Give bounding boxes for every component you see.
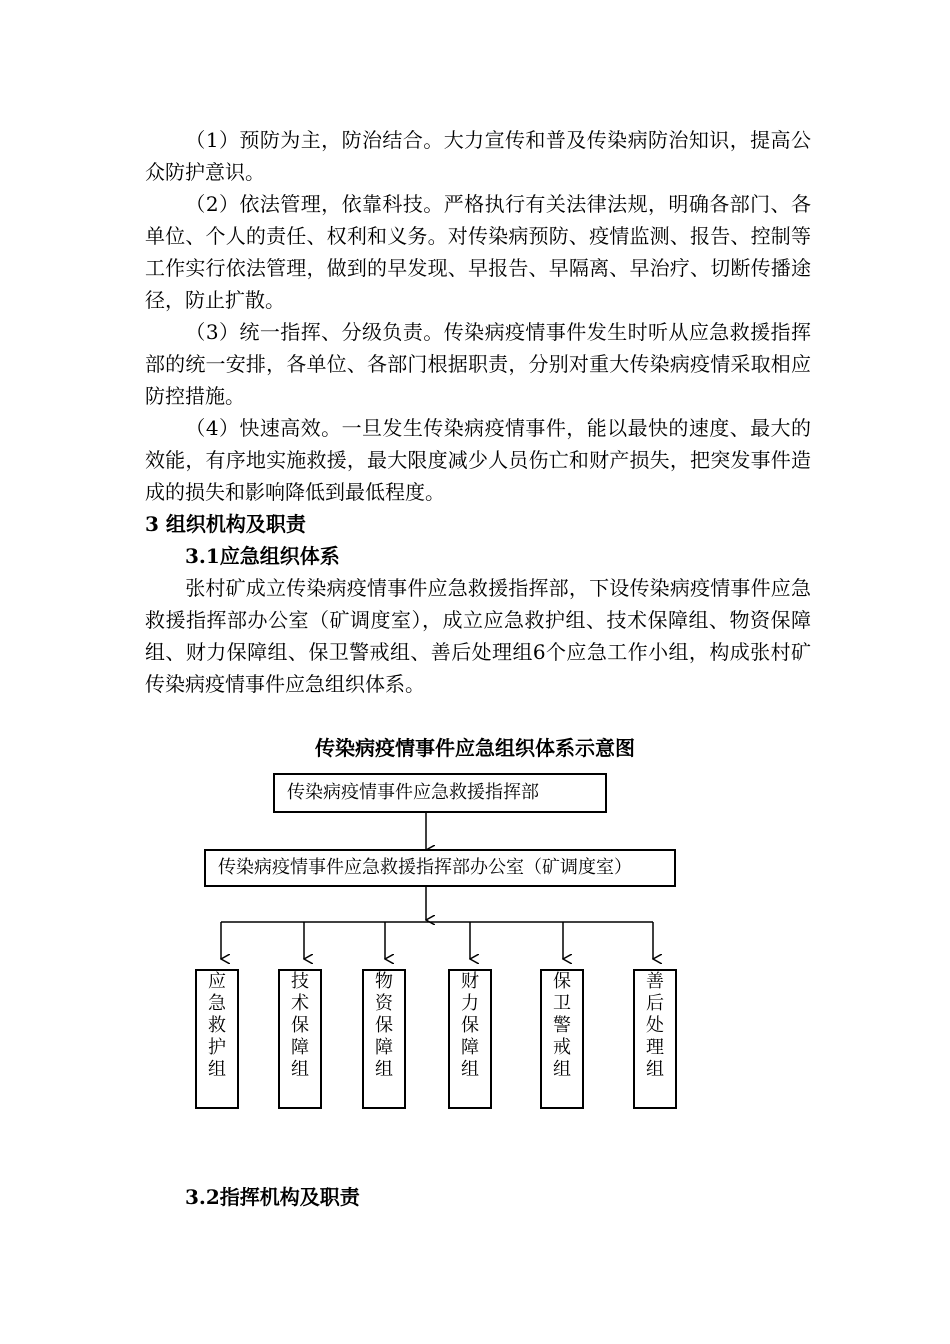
office-box — [204, 849, 676, 887]
section-3-1-body: 张村矿成立传染病疫情事件应急救援指挥部，下设传染病疫情事件应急救援指挥部办公室（矿调度室），成立应急救护组、技术保障组、物资保障组、财力保障组、保卫警戒组、善后处理组6个应急工作小组，构成张村矿传染病疫情事件应急组织体系。 — [145, 576, 811, 696]
section-3-2-heading: 3.2指挥机构及职责 — [185, 1185, 360, 1209]
group-label-technical: 技术保障组 — [291, 971, 309, 1080]
paragraph-principle-3: （3）统一指挥、分级负责。传染病疫情事件发生时听从应急救援指挥部的统一安排，各单位、各部门根据职责，分别对重大传染病疫情采取相应防控措施。 — [145, 320, 811, 408]
group-box-finance — [448, 969, 492, 1109]
group-box-materials — [362, 969, 406, 1109]
group-box-technical — [278, 969, 322, 1109]
paragraph-principle-1: （1）预防为主，防治结合。大力宣传和普及传染病防治知识，提高公众防护意识。 — [145, 128, 811, 184]
diagram-title: 传染病疫情事件应急组织体系示意图 — [315, 736, 635, 760]
group-box-rescue — [195, 969, 239, 1109]
group-label-materials: 物资保障组 — [375, 971, 393, 1080]
group-label-rescue: 应急救护组 — [208, 971, 226, 1080]
section-3-heading: 3 组织机构及职责 — [145, 512, 306, 536]
office-label: 传染病疫情事件应急救援指挥部办公室（矿调度室） — [218, 857, 632, 878]
group-label-finance: 财力保障组 — [461, 971, 479, 1080]
paragraph-principle-4: （4）快速高效。一旦发生传染病疫情事件，能以最快的速度、最大的效能，有序地实施救援，最大限度减少人员伤亡和财产损失，把突发事件造成的损失和影响降低到最低程度。 — [145, 416, 811, 504]
section-3-1-heading: 3.1应急组织体系 — [185, 544, 340, 568]
group-box-aftermath — [633, 969, 677, 1109]
group-box-security — [540, 969, 584, 1109]
group-label-aftermath: 善后处理组 — [646, 971, 664, 1080]
paragraph-principle-2: （2）依法管理，依靠科技。严格执行有关法律法规，明确各部门、各单位、个人的责任、权利和义务。对传染病预防、疫情监测、报告、控制等工作实行依法管理，做到的早发现、早报告、早隔离、早治疗、切断传播途径，防止扩散。 — [145, 192, 811, 312]
command-center-label: 传染病疫情事件应急救援指挥部 — [287, 782, 539, 803]
group-label-security: 保卫警戒组 — [553, 971, 571, 1080]
command-center-box — [273, 773, 607, 813]
